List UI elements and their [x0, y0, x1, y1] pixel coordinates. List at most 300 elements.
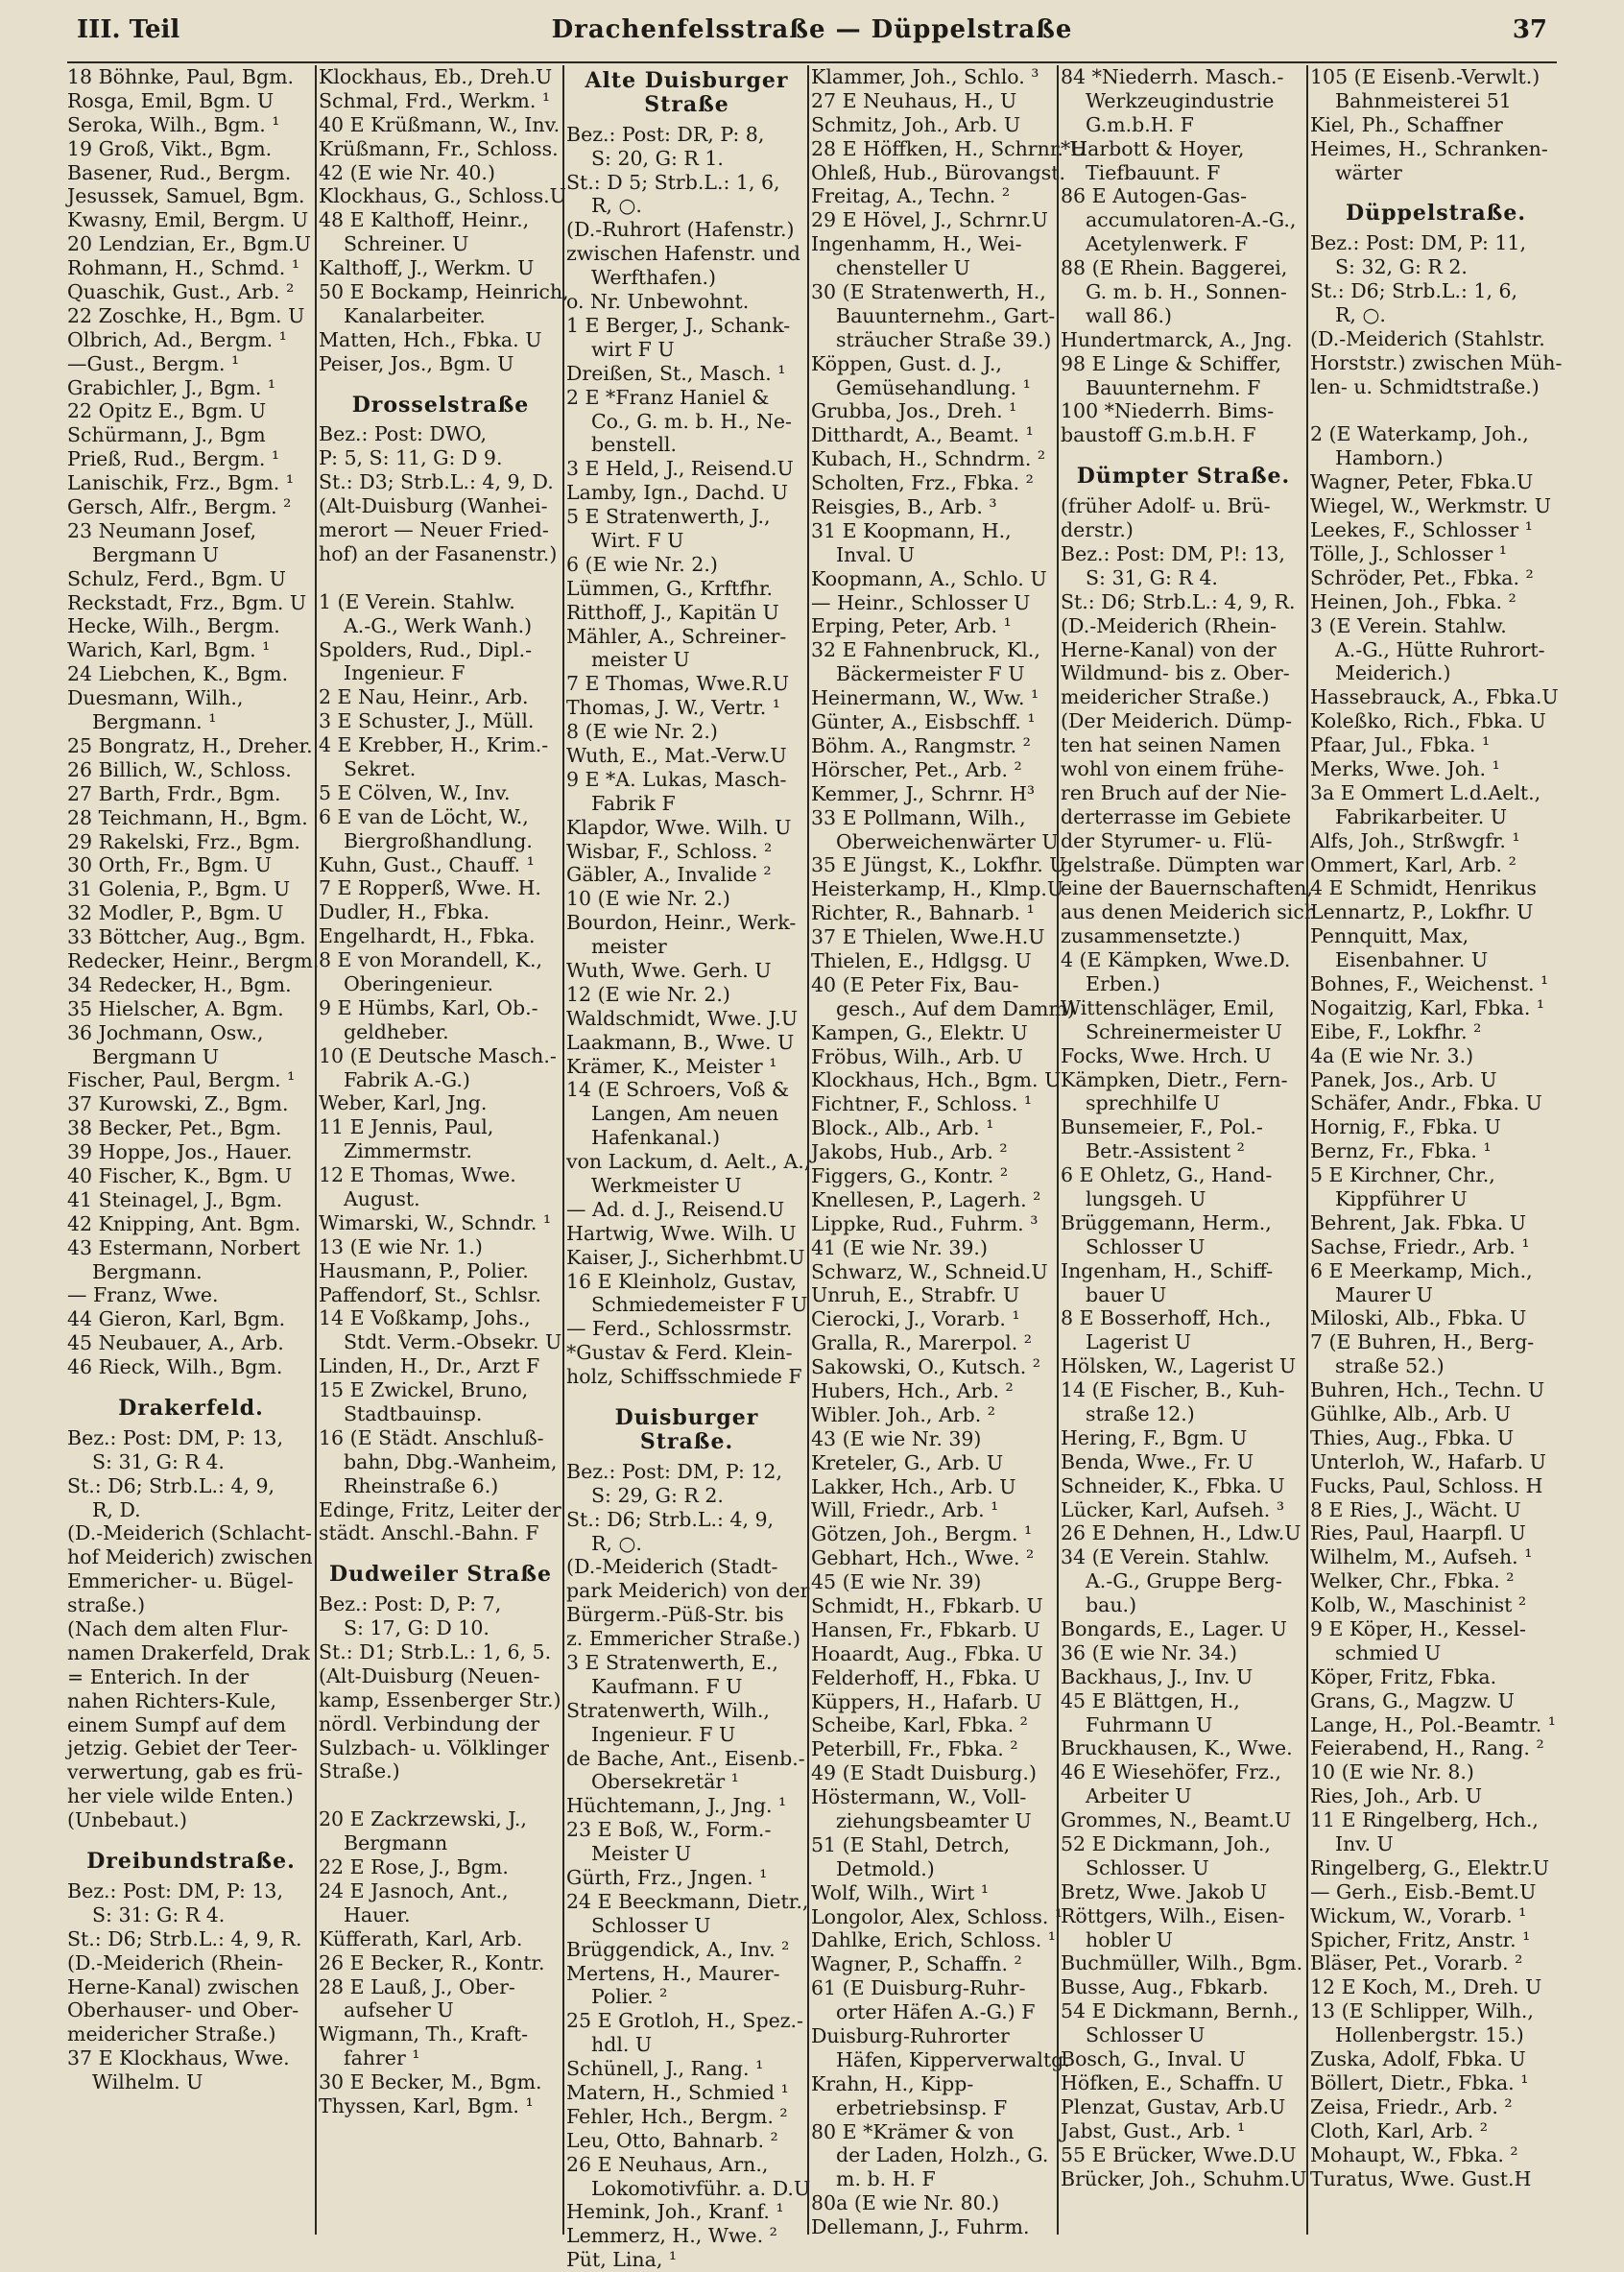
directory-entry: 13 (E Schlipper, Wilh.,	[1310, 1999, 1534, 2023]
directory-column	[566, 65, 811, 2272]
directory-entry: Spolders, Rud., Dipl.-	[319, 637, 533, 661]
directory-entry: Hüchtemann, J., Jng. ¹	[566, 1794, 787, 1818]
directory-entry: Schünell, J., Rang. ¹	[566, 2057, 764, 2081]
directory-entry: gelstraße. Dümpten war	[1061, 852, 1304, 876]
directory-entry: Wagner, P., Schaffn. ²	[811, 1952, 1022, 1976]
directory-entry: Hölsken, W., Lagerist U	[1061, 1354, 1297, 1378]
directory-entry: 32 E Fahnenbruck, Kl.,	[811, 638, 1040, 662]
directory-entry: R, ○.	[591, 1531, 642, 1555]
directory-entry: Spicher, Fritz, Anstr. ¹	[1310, 1927, 1531, 1951]
directory-entry: 40 Fischer, K., Bgm. U	[67, 1163, 293, 1187]
directory-entry: 22 E Rose, J., Bgm.	[319, 1855, 509, 1879]
directory-entry: G. m. b. H., Sonnen-	[1086, 280, 1287, 304]
directory-entry: Eisenbahner. U	[1335, 948, 1489, 972]
directory-entry: Bauunternehm., Gart-	[836, 303, 1056, 327]
directory-entry: (D.-Meiderich (Schlacht-	[67, 1521, 312, 1545]
directory-entry: Polier. ²	[591, 1985, 668, 2009]
directory-entry: 48 E Kalthoff, Heinr.,	[319, 208, 530, 232]
directory-entry: Schwarz, W., Schneid.U	[811, 1259, 1048, 1283]
directory-entry: einem Sumpf auf dem	[67, 1712, 287, 1736]
directory-entry: Wibler. Joh., Arb. ²	[811, 1402, 995, 1426]
directory-entry: Gühlke, Alb., Arb. U	[1310, 1402, 1511, 1425]
directory-entry: Focks, Wwe. Hrch. U	[1061, 1043, 1272, 1067]
directory-entry: Günter, A., Eisbschff. ¹	[811, 710, 1036, 734]
directory-entry: Meiderich.)	[1335, 661, 1451, 685]
directory-entry: 9 E Köper, H., Kessel-	[1310, 1617, 1526, 1641]
street-heading: Alte Duisburger Straße	[585, 68, 789, 117]
directory-entry: S: 31, G: R 4.	[1086, 565, 1218, 589]
directory-entry: zwischen Hafenstr. und	[566, 242, 800, 266]
directory-entry: 19 Groß, Vikt., Bgm.	[67, 136, 273, 160]
directory-entry: Leekes, F., Schlosser ¹	[1310, 518, 1533, 542]
directory-entry: Unruh, E., Strabfr. U	[811, 1283, 1020, 1307]
directory-entry: Fischer, Paul, Bergm. ¹	[67, 1068, 296, 1092]
directory-entry: zusammensetzte.)	[1061, 924, 1241, 948]
directory-entry: (Der Meiderich. Dümp-	[1061, 709, 1293, 733]
directory-entry: Ries, Paul, Haarpfl. U	[1310, 1521, 1526, 1545]
directory-entry: Bahnmeisterei 51	[1335, 88, 1512, 112]
directory-entry: 9 E *A. Lukas, Masch-	[566, 767, 787, 791]
directory-entry: verwertung, gab es frü-	[67, 1760, 303, 1784]
directory-entry: 9 E Hümbs, Karl, Ob.-	[319, 995, 538, 1019]
directory-entry: P: 5, S: 11, G: D 9.	[319, 446, 503, 470]
directory-entry: Ritthoff, J., Kapitän U	[566, 600, 779, 624]
directory-entry: 7 E Ropperß, Wwe. H.	[319, 876, 541, 900]
directory-entry: Bez.: Post: DM, P: 13,	[67, 1878, 283, 1902]
directory-entry: Backhaus, J., Inv. U	[1061, 1664, 1254, 1688]
directory-entry: derstr.)	[1061, 518, 1134, 542]
directory-entry: Matern, H., Schmied ¹	[566, 2080, 789, 2104]
directory-entry: — Heinr., Schlosser U	[811, 590, 1031, 614]
directory-entry: Hornig, F., Fbka. U	[1310, 1115, 1501, 1139]
directory-entry: Ommert, Karl, Arb. ²	[1310, 852, 1517, 876]
directory-entry: Kalthoff, J., Werkm. U	[319, 256, 535, 280]
directory-entry: R, ○.	[591, 194, 642, 218]
directory-entry: bau.)	[1086, 1593, 1137, 1617]
directory-entry: S: 17, G: D 10.	[344, 1616, 490, 1640]
directory-entry: Klammer, Joh., Schlo. ³	[811, 65, 1039, 88]
directory-entry: Hemink, Joh., Kranf. ¹	[566, 2200, 784, 2224]
header-rule	[67, 61, 1557, 63]
directory-entry: 42 Knipping, Ant. Bgm.	[67, 1211, 301, 1235]
directory-entry: Peterbill, Fr., Fbka. ²	[811, 1737, 1018, 1761]
directory-entry: Fabrik A.-G.)	[344, 1067, 470, 1091]
directory-entry: Mohaupt, W., Fbka. ²	[1310, 2142, 1518, 2166]
directory-entry: Schmal, Frd., Werkm. ¹	[319, 88, 551, 112]
directory-entry: 24 Liebchen, K., Bgm.	[67, 662, 289, 686]
directory-entry: m. b. H. F	[836, 2167, 936, 2191]
directory-entry: sträucher Straße 39.)	[836, 327, 1052, 351]
column-divider	[562, 65, 564, 2235]
directory-entry: Kampen, G., Elektr. U	[811, 1020, 1028, 1044]
directory-entry: Gebhart, Hch., Wwe. ²	[811, 1546, 1035, 1570]
directory-entry: namen Drakerfeld, Drak	[67, 1640, 310, 1664]
directory-entry: Biergroßhandlung.	[344, 828, 533, 852]
directory-entry: Klapdor, Wwe. Wilh. U	[566, 815, 792, 839]
directory-entry: Werkzeugindustrie	[1086, 88, 1275, 112]
directory-entry: von Lackum, d. Aelt., A.,	[566, 1150, 811, 1174]
directory-entry: Kippführer U	[1335, 1186, 1468, 1210]
directory-entry: Schneider, K., Fbka. U	[1061, 1473, 1285, 1497]
directory-entry: Fabrik F	[591, 791, 676, 815]
street-heading: Dümpter Straße.	[1076, 464, 1291, 490]
directory-entry: 40 E Krüßmann, W., Inv.	[319, 112, 561, 136]
directory-entry: wall 86.)	[1086, 303, 1172, 327]
directory-entry: Höfken, E., Schaffn. U	[1061, 2070, 1284, 2094]
directory-entry: orter Häfen A.-G.) F	[836, 2000, 1036, 2024]
directory-entry: 34 (E Verein. Stahlw.	[1061, 1545, 1270, 1569]
directory-entry: 16 E Kleinholz, Gustav,	[566, 1269, 798, 1293]
directory-entry: Ingenhamm, H., Wei-	[811, 232, 1022, 256]
directory-entry: Bourdon, Heinr., Werk-	[566, 911, 797, 935]
directory-entry: Herne-Kanal) von der	[1061, 637, 1277, 661]
directory-entry: 20 Lendzian, Er., Bgm.U	[67, 232, 311, 256]
directory-entry: Stdt. Verm.-Obsekr. U	[344, 1330, 562, 1354]
directory-entry: Weber, Karl, Jng.	[319, 1091, 488, 1115]
directory-entry: Bez.: Post: DWO,	[319, 422, 488, 446]
directory-entry: 6 E van de Löcht, W.,	[319, 804, 529, 828]
directory-entry: Bosch, G., Inval. U	[1061, 2047, 1246, 2071]
directory-entry: Sekret.	[344, 756, 417, 780]
directory-entry: Straße.)	[319, 1759, 400, 1783]
directory-entry: 1 E Berger, J., Schank-	[566, 313, 791, 337]
directory-entry: 4 (E Kämpken, Wwe.D.	[1061, 948, 1291, 972]
directory-entry: z. Emmericher Straße.)	[566, 1627, 800, 1651]
directory-entry: Krüßmann, Fr., Schloss.	[319, 136, 559, 160]
directory-entry: Herne-Kanal) zwischen	[67, 1974, 299, 1998]
directory-entry: meister U	[591, 648, 690, 672]
directory-entry: 13 (E wie Nr. 1.)	[319, 1234, 483, 1258]
directory-entry: 3 (E Verein. Stahlw.	[1310, 613, 1507, 637]
directory-entry: Hering, F., Bgm. U	[1061, 1425, 1248, 1449]
directory-entry: Bergmann. ¹	[92, 710, 217, 734]
directory-entry: Ditthardt, A., Beamt. ¹	[811, 423, 1034, 447]
directory-entry: 30 (E Stratenwerth, H.,	[811, 280, 1046, 304]
directory-entry: derterrasse im Gebiete	[1061, 804, 1292, 828]
directory-entry: St.: D6; Strb.L.: 4, 9,	[67, 1473, 275, 1497]
directory-entry: Hartwig, Wwe. Wilh. U	[566, 1221, 797, 1245]
directory-entry: 10 (E wie Nr. 2.)	[566, 887, 730, 911]
directory-entry: Klockhaus, Eb., Dreh.U	[319, 65, 553, 88]
directory-entry: benstell.	[591, 433, 677, 457]
directory-entry: Welker, Chr., Fbka. ²	[1310, 1569, 1515, 1593]
directory-entry: 98 E Linge & Schiffer,	[1061, 351, 1282, 375]
directory-entry: Linden, H., Dr., Arzt F	[319, 1354, 540, 1378]
directory-entry: Wisbar, F., Schloss. ²	[566, 839, 773, 863]
directory-entry: 31 Golenia, P., Bgm. U	[67, 877, 291, 901]
directory-entry: 61 (E Duisburg-Ruhr-	[811, 1976, 1026, 2000]
directory-entry: erbetriebsinsp. F	[836, 2095, 1008, 2119]
directory-entry: Figgers, G., Kontr. ²	[811, 1163, 1009, 1187]
directory-entry: (Nach dem alten Flur-	[67, 1617, 289, 1641]
directory-entry: Stratenwerth, Wilh.,	[566, 1698, 770, 1722]
directory-entry: Ohleß, Hub., Bürovangst.	[811, 160, 1065, 184]
directory-entry: Hubers, Hch., Arb. ²	[811, 1378, 1014, 1402]
directory-entry: Nogaitzig, Karl, Fbka. ¹	[1310, 995, 1545, 1019]
directory-entry: St.: D6; Strb.L.: 4, 9,	[566, 1507, 775, 1531]
directory-entry: S: 31: G: R 4.	[92, 1902, 226, 1926]
directory-entry: straße 12.)	[1086, 1402, 1195, 1425]
directory-entry: Gralla, R., Marerpol. ²	[811, 1331, 1032, 1355]
column-divider	[315, 65, 317, 2235]
directory-entry: Thomas, J. W., Vertr. ¹	[566, 696, 781, 720]
directory-entry: Oberhauser- und Ober-	[67, 1998, 299, 2022]
directory-entry: St.: D6; Strb.L.: 4, 9, R.	[67, 1926, 302, 1950]
directory-entry: Lanischik, Frz., Bgm. ¹	[67, 471, 295, 495]
directory-entry: hof Meiderich) zwischen	[67, 1545, 313, 1569]
directory-entry: Bergmann	[344, 1831, 448, 1855]
directory-entry: Fichtner, F., Schloss. ¹	[811, 1092, 1033, 1116]
directory-entry: holz, Schiffsschmiede F	[566, 1365, 802, 1389]
directory-entry: Grommes, N., Beamt.U	[1061, 1808, 1292, 1832]
directory-entry: ten hat seinen Namen	[1061, 733, 1281, 757]
directory-entry: 5 E Kirchner, Chr.,	[1310, 1163, 1495, 1187]
directory-entry: Matten, Hch., Fbka. U	[319, 327, 542, 351]
directory-entry: Scheibe, Karl, Fbka. ²	[811, 1713, 1028, 1737]
directory-entry: Gemüsehandlung. ¹	[836, 375, 1031, 399]
directory-entry: Eibe, F., Lokfhr. ²	[1310, 1019, 1482, 1043]
street-heading: Dreibundstraße.	[86, 1849, 296, 1875]
directory-entry: 12 (E wie Nr. 2.)	[566, 982, 730, 1006]
directory-entry: 29 Rakelski, Frz., Bgm.	[67, 829, 300, 853]
directory-entry: Lamby, Ign., Dachd. U	[566, 481, 789, 505]
directory-entry: Heinen, Joh., Fbka. ²	[1310, 589, 1517, 613]
directory-entry: 33 E Pollmann, Wilh.,	[811, 805, 1026, 829]
directory-entry: Miloski, Alb., Fbka. U	[1310, 1306, 1527, 1330]
directory-entry: aufseher U	[344, 1998, 454, 2022]
directory-entry: Wimarski, W., Schndr. ¹	[319, 1210, 552, 1234]
street-heading: Duisburger Straße.	[614, 1405, 759, 1454]
directory-entry: (Alt-Duisburg (Neuen-	[319, 1663, 540, 1687]
directory-entry: Krahn, H., Kipp-	[811, 2071, 974, 2095]
directory-entry: wohl von einem frühe-	[1061, 756, 1284, 780]
directory-entry: 43 Estermann, Norbert	[67, 1235, 300, 1259]
directory-entry	[319, 1783, 562, 1807]
directory-entry: 41 Steinagel, J., Bgm.	[67, 1187, 283, 1211]
directory-entry: 45 (E wie Nr. 39)	[811, 1570, 982, 1594]
directory-entry: aus denen Meiderich sich	[1061, 900, 1318, 924]
directory-entry: 35 E Jüngst, K., Lokfhr. U	[811, 853, 1066, 877]
directory-entry: 14 (E Fischer, B., Kuh-	[1061, 1378, 1285, 1402]
directory-entry: Leu, Otto, Bahnarb. ²	[566, 2128, 778, 2152]
directory-entry: Basener, Rud., Bergm.	[67, 160, 292, 184]
directory-entry: wirt F U	[591, 337, 675, 361]
directory-entry: 12 E Thomas, Wwe.	[319, 1163, 516, 1187]
directory-entry: (Unbebaut.)	[67, 1808, 188, 1832]
directory-entry: 23 Neumann Josef,	[67, 518, 257, 542]
directory-entry: 45 Neubauer, A., Arb.	[67, 1331, 284, 1355]
column-divider	[1057, 65, 1059, 2235]
directory-entry: Will, Friedr., Arb. ¹	[811, 1498, 999, 1522]
directory-entry: Dahlke, Erich, Schloss. ¹	[811, 1928, 1056, 1952]
directory-entry: 26 E Dehnen, H., Ldw.U	[1061, 1521, 1302, 1545]
directory-entry: Krämer, K., Meister ¹	[566, 1054, 777, 1078]
directory-entry: Kemmer, J., Schrnr. H³	[811, 781, 1036, 805]
directory-entry: Knellesen, P., Lagerh. ²	[811, 1187, 1041, 1211]
directory-entry: 31 E Koopmann, H.,	[811, 518, 1012, 542]
directory-entry: 2 E Nau, Heinr., Arb.	[319, 685, 529, 709]
directory-entry: Inval. U	[836, 542, 915, 566]
directory-entry: lungsgeh. U	[1086, 1186, 1206, 1210]
directory-entry: kamp, Essenberger Str.)	[319, 1687, 561, 1711]
directory-entry: 50 E Bockamp, Heinrich,	[319, 280, 569, 304]
directory-entry: Kreteler, G., Arb. U	[811, 1450, 1004, 1474]
directory-entry: Werfthafen.)	[591, 266, 717, 290]
directory-entry: Hausmann, P., Polier.	[319, 1258, 529, 1282]
directory-entry: fahrer ¹	[344, 2046, 420, 2070]
directory-entry: Reisgies, B., Arb. ³	[811, 495, 997, 519]
directory-entry: Werkmeister U	[591, 1174, 742, 1197]
directory-entry: Köppen, Gust. d. J.,	[811, 351, 1002, 375]
directory-entry: Busse, Aug., Fbkarb.	[1061, 1975, 1269, 1999]
directory-entry: 25 E Grotloh, H., Spez.-	[566, 2009, 803, 2033]
directory-entry: 7 (E Buhren, H., Berg-	[1310, 1330, 1535, 1354]
directory-entry: nördl. Verbindung der	[319, 1711, 540, 1735]
directory-entry: 22 Opitz E., Bgm. U	[67, 399, 267, 423]
directory-entry: 24 E Jasnoch, Ant.,	[319, 1878, 509, 1902]
street-range-title: Drachenfelsstraße — Düppelstraße	[551, 15, 1073, 44]
directory-entry: — Franz, Wwe.	[67, 1283, 219, 1307]
directory-entry: meister	[591, 935, 667, 959]
directory-entry: St.: D3; Strb.L.: 4, 9, D.	[319, 470, 554, 494]
directory-entry: *Gustav & Ferd. Klein-	[566, 1341, 793, 1365]
directory-entry: Wolf, Wilh., Wirt ¹	[811, 1880, 990, 1904]
directory-entry: (D.-Meiderich (Stadt-	[566, 1555, 778, 1579]
directory-entry: Heisterkamp, H., Klmp.U	[811, 877, 1064, 901]
directory-entry: 30 Orth, Fr., Bgm. U	[67, 853, 272, 877]
directory-entry: 36 Jochmann, Osw.,	[67, 1020, 264, 1044]
directory-entry: 11 E Jennis, Paul,	[319, 1115, 494, 1139]
directory-entry: 52 E Dickmann, Joh.,	[1061, 1832, 1271, 1856]
directory-entry: Brüggemann, Herm.,	[1061, 1210, 1272, 1234]
directory-entry: Schlosser U	[1086, 1234, 1206, 1258]
directory-entry: 80a (E wie Nr. 80.)	[811, 2191, 1000, 2215]
directory-entry: Bergmann.	[92, 1259, 203, 1283]
directory-entry: 18 Böhnke, Paul, Bgm.	[67, 65, 295, 88]
directory-entry: 84 *Niederrh. Masch.-	[1061, 65, 1284, 88]
directory-entry: Meister U	[591, 1842, 692, 1866]
directory-entry: Kämpken, Dietr., Fern-	[1061, 1067, 1288, 1091]
directory-entry: Felderhoff, H., Fbka. U	[811, 1665, 1040, 1689]
directory-entry: Buchmüller, Wilh., Bgm.	[1061, 1951, 1303, 1975]
directory-entry: nahen Richters-Kule,	[67, 1688, 277, 1712]
directory-entry: Schreinermeister U	[1086, 1019, 1282, 1043]
directory-entry: meidericher Straße.)	[67, 2022, 276, 2046]
directory-entry: merort — Neuer Fried-	[319, 518, 549, 542]
directory-entry: 3 E Held, J., Reisend.U	[566, 457, 794, 481]
directory-entry: Hollenbergstr. 15.)	[1335, 2023, 1524, 2047]
directory-entry: Zuska, Adolf, Fbka. U	[1310, 2047, 1526, 2071]
directory-entry: her viele wilde Enten.)	[67, 1784, 294, 1808]
directory-entry: 28 Teichmann, H., Bgm.	[67, 805, 308, 829]
directory-entry: Obersekretär ¹	[591, 1770, 739, 1794]
directory-entry	[1310, 399, 1562, 423]
directory-entry: Thies, Aug., Fbka. U	[1310, 1425, 1515, 1449]
directory-entry: Bez.: Post: DM, P: 12,	[566, 1459, 782, 1483]
directory-entry: Hoaardt, Aug., Fbka. U	[811, 1641, 1043, 1665]
directory-entry: Hecke, Wilh., Bergm.	[67, 614, 280, 638]
directory-entry: 15 E Zwickel, Bruno,	[319, 1378, 529, 1402]
directory-entry: (früher Adolf- u. Brü-	[1061, 494, 1271, 518]
directory-entry: 27 Barth, Frdr., Bgm.	[67, 781, 281, 805]
directory-entry: Wiegel, W., Werkmstr. U	[1310, 494, 1552, 518]
directory-entry: Jakobs, Hub., Arb. ²	[811, 1140, 1008, 1164]
directory-entry: A.-G., Hütte Ruhrort-	[1335, 637, 1545, 661]
directory-entry: Wuth, Wwe. Gerh. U	[566, 958, 772, 982]
directory-entry: 43 (E wie Nr. 39)	[811, 1426, 982, 1450]
directory-entry: Rheinstraße 6.)	[344, 1473, 499, 1497]
directory-entry: Schulz, Ferd., Bgm. U	[67, 566, 286, 590]
directory-entry: Mähler, A., Schreiner-	[566, 624, 787, 648]
directory-entry: Tölle, J., Schlosser ¹	[1310, 541, 1508, 565]
directory-entry: Schlosser U	[591, 1913, 711, 1937]
directory-entry: Quaschik, Gust., Arb. ²	[67, 280, 295, 304]
directory-entry: Tiefbauunt. F	[1086, 160, 1221, 184]
directory-entry: S: 32, G: R 2.	[1335, 255, 1468, 279]
directory-entry: Stadtbauinsp.	[344, 1402, 483, 1425]
directory-entry: 28 E Lauß, J., Ober-	[319, 1974, 515, 1998]
directory-entry: Reckstadt, Frz., Bgm. U	[67, 590, 307, 614]
directory-entry: Freitag, A., Techn. ²	[811, 184, 1011, 208]
directory-entry: S: 20, G: R 1.	[591, 146, 724, 170]
directory-entry: Rosga, Emil, Bgm. U	[67, 88, 275, 112]
directory-entry: Acetylenwerk. F	[1086, 232, 1249, 256]
directory-entry: ziehungsbeamter U	[836, 1809, 1032, 1833]
directory-entry: Prieß, Rud., Bergm. ¹	[67, 447, 280, 471]
directory-entry: Heimes, H., Schranken-	[1310, 136, 1548, 160]
directory-entry: Longolor, Alex, Schloss. ¹	[811, 1904, 1063, 1928]
directory-entry: Sakowski, O., Kutsch. ²	[811, 1355, 1041, 1379]
directory-entry: chensteller U	[836, 256, 970, 280]
directory-entry: Sachse, Friedr., Arb. ¹	[1310, 1234, 1530, 1258]
directory-entry: Feierabend, H., Rang. ²	[1310, 1736, 1544, 1760]
directory-entry: der Styrumer- u. Flü-	[1061, 828, 1273, 852]
directory-entry: Hauer.	[344, 1902, 411, 1926]
directory-entry: 26 E Becker, R., Kontr.	[319, 1950, 545, 1974]
directory-entry: 3 E Stratenwerth, E.,	[566, 1650, 778, 1674]
directory-entry: 46 E Wiesehöfer, Frz.,	[1061, 1760, 1281, 1784]
directory-entry: Plenzat, Gustav, Arb.U	[1061, 2094, 1286, 2118]
directory-entry: Waldschmidt, Wwe. J.U	[566, 1006, 798, 1030]
directory-entry: 11 E Ringelberg, Hch.,	[1310, 1808, 1539, 1832]
directory-entry: jetzig. Gebiet der Teer-	[67, 1736, 298, 1760]
directory-entry: Schmidt, H., Fbkarb. U	[811, 1594, 1043, 1617]
directory-entry: 88 (E Rhein. Baggerei,	[1061, 256, 1288, 280]
directory-entry: Wilhelm, M., Aufseh. ¹	[1310, 1545, 1533, 1569]
directory-entry: Küfferath, Karl, Arb.	[319, 1926, 523, 1950]
directory-entry: Grubba, Jos., Dreh. ¹	[811, 399, 1017, 423]
directory-entry: Böllert, Dietr., Fbka. ¹	[1310, 2070, 1529, 2094]
directory-entry: Behrent, Jak. Fbka. U	[1310, 1210, 1526, 1234]
directory-entry: Höstermann, W., Voll-	[811, 1785, 1027, 1809]
directory-entry: St.: D6; Strb.L.: 4, 9, R.	[1061, 589, 1296, 613]
directory-entry: Schröder, Pet., Fbka. ²	[1310, 565, 1534, 589]
directory-entry: Seroka, Wilh., Bgm. ¹	[67, 112, 280, 136]
directory-entry: 1 (E Verein. Stahlw.	[319, 589, 515, 613]
directory-entry: Gäbler, A., Invalide ²	[566, 863, 772, 887]
directory-entry: Kiel, Ph., Schaffner	[1310, 112, 1503, 136]
directory-entry: o. Nr. Unbewohnt.	[566, 290, 750, 314]
directory-entry: wärter	[1335, 160, 1402, 184]
directory-entry: Bruckhausen, K., Wwe.	[1061, 1736, 1293, 1760]
directory-entry: Hamborn.)	[1335, 446, 1444, 470]
directory-entry: sprechhilfe U	[1086, 1091, 1221, 1115]
directory-entry: Lippke, Rud., Fuhrm. ³	[811, 1211, 1039, 1235]
directory-entry: len- u. Schmidtstraße.)	[1310, 374, 1540, 398]
directory-entry: Rohmann, H., Schmd. ¹	[67, 256, 300, 280]
directory-entry: Arbeiter U	[1086, 1784, 1192, 1808]
directory-entry: 28 E Höffken, H., Schrnr. U	[811, 136, 1087, 160]
